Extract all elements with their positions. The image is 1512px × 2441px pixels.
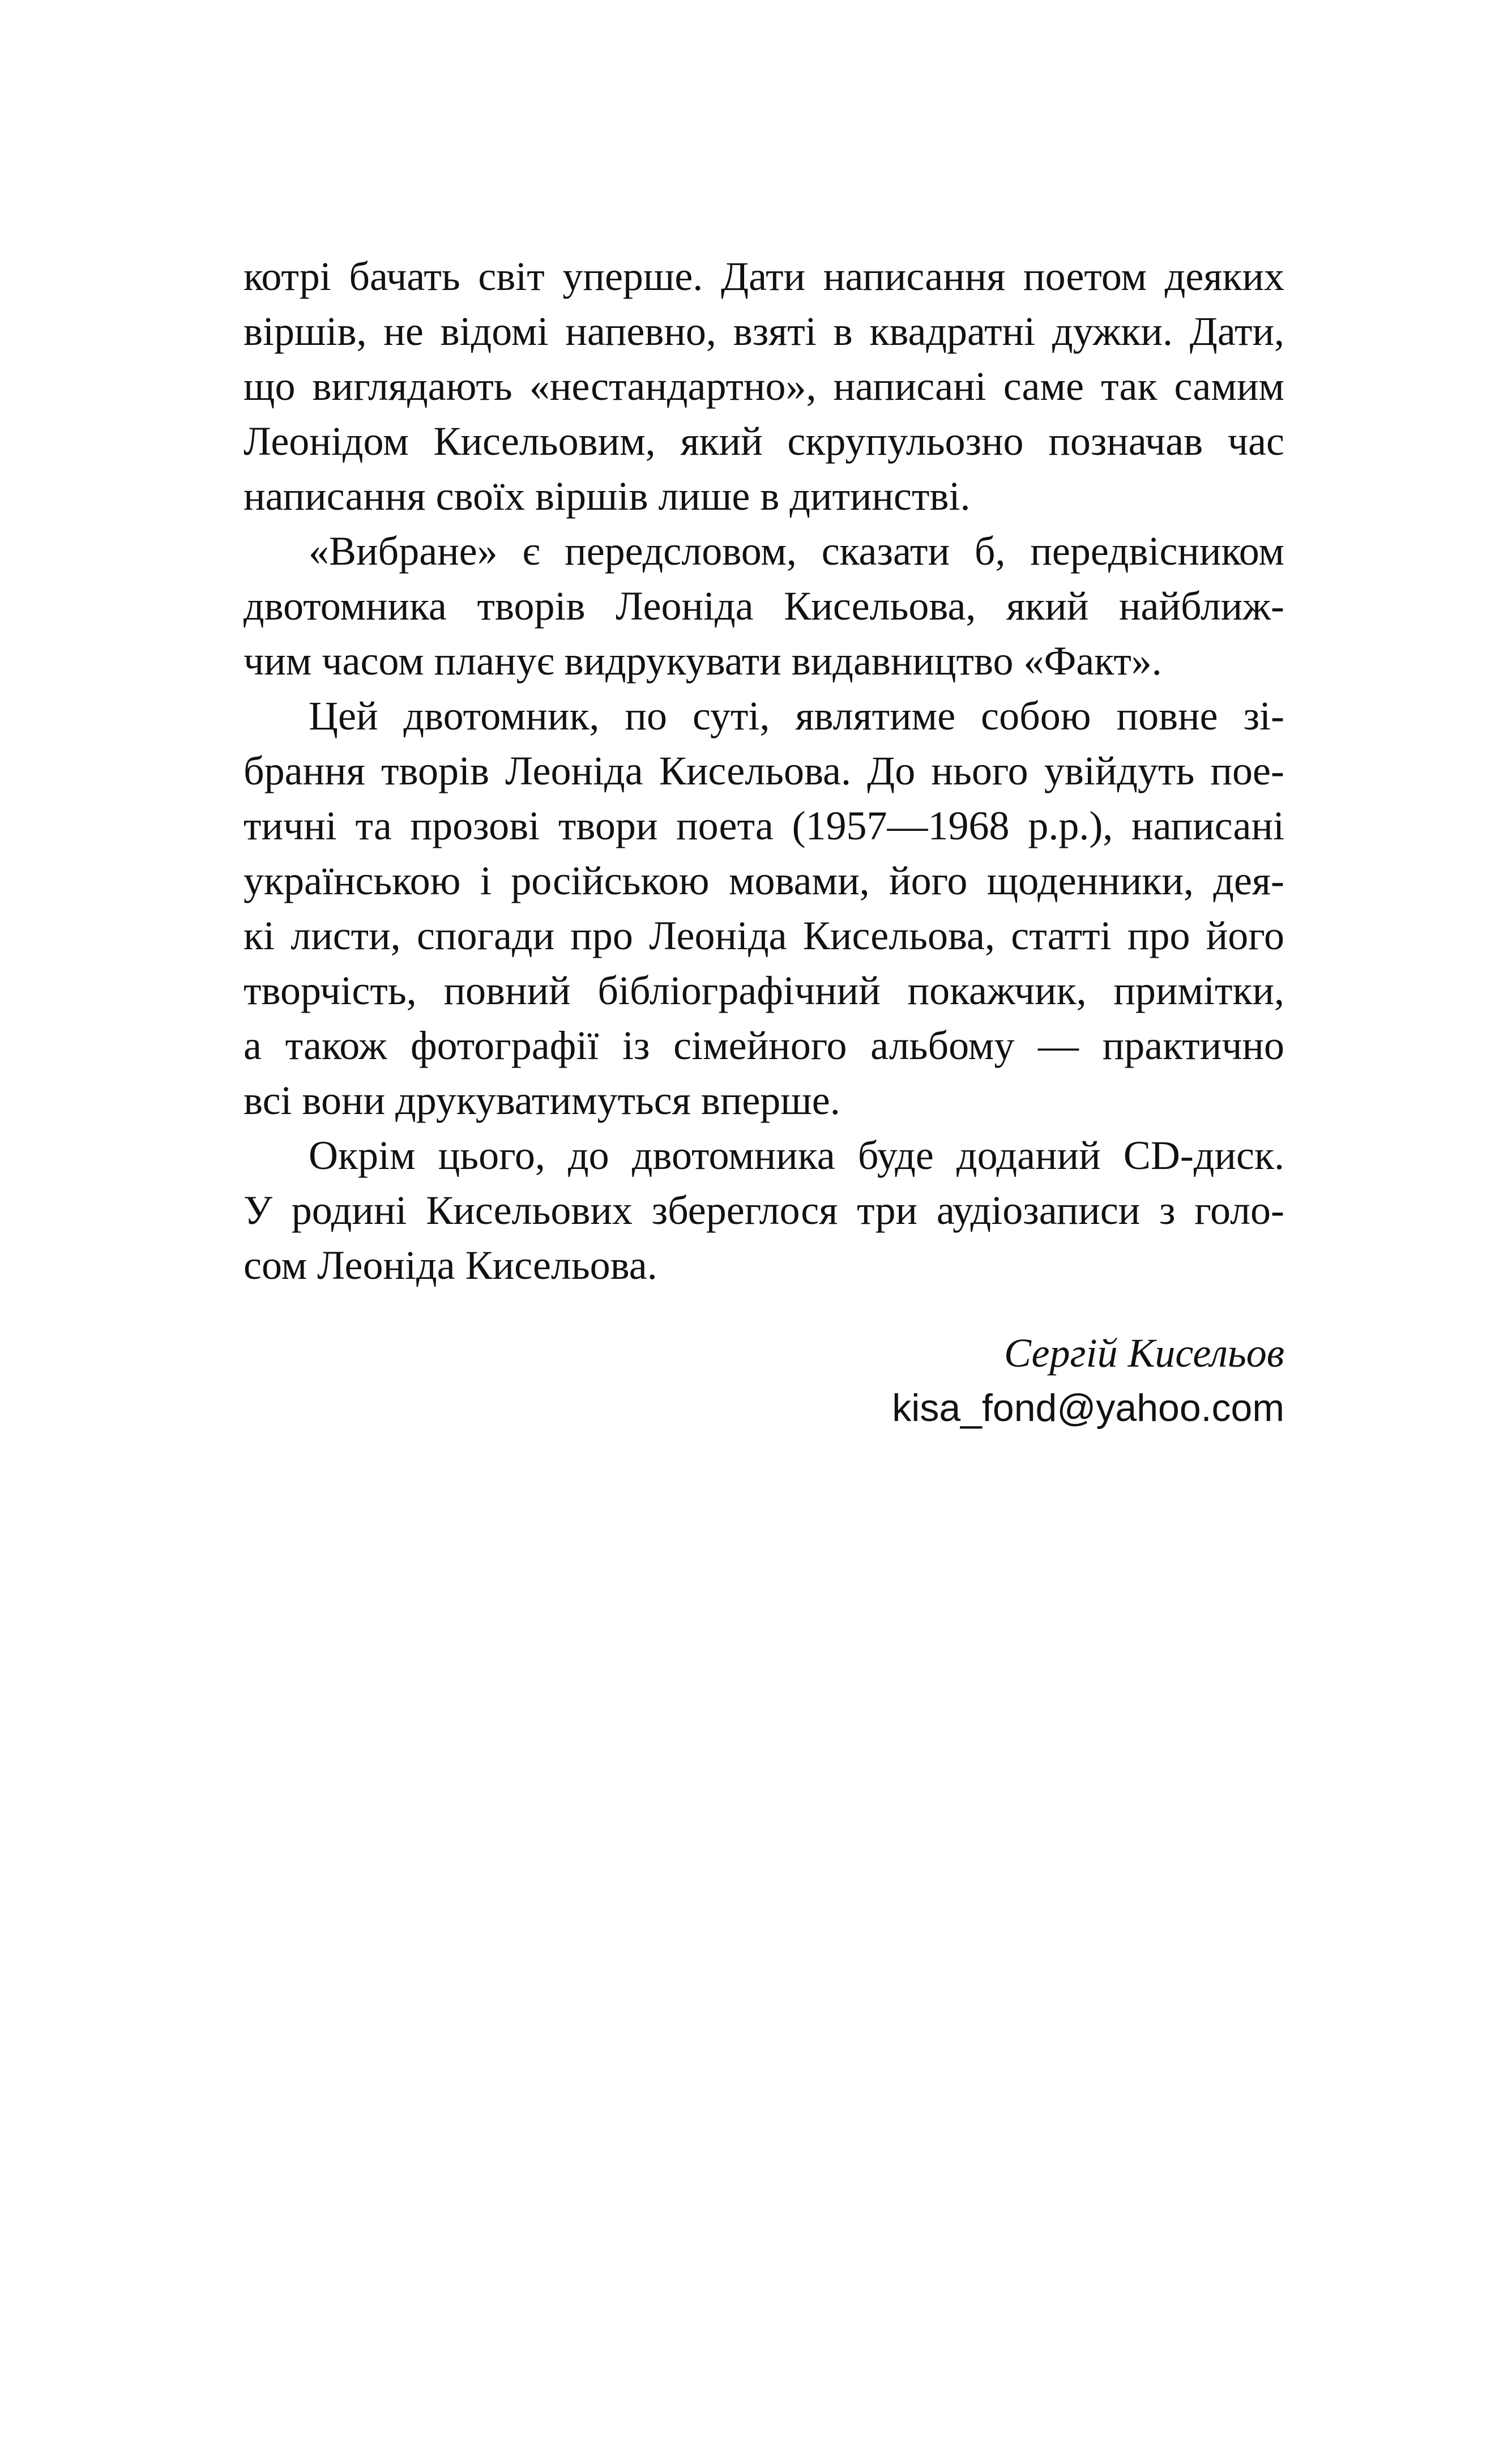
text-line: Цей двотомник, по суті, являтиме собою повне зі-: [309, 693, 1284, 739]
text-line: двотомника творів Леоніда Кисельова, який найближ-: [244, 583, 1284, 629]
paragraph-4: [244, 1128, 1284, 1293]
signature-block: [244, 1326, 1284, 1436]
page-body: [244, 249, 1284, 1436]
text-line: кі листи, спогади про Леоніда Кисельова, статті про його: [244, 913, 1284, 958]
text-line: брання творів Леоніда Кисельова. До нього увійдуть поe-: [244, 748, 1284, 793]
text-line: тичні та прозові твори поета (1957—1968 р.р.), написані: [244, 803, 1284, 848]
text-line: котрі бачать світ уперше. Дати написання поетом деяких: [244, 254, 1284, 299]
author-name: Сергій Кисельов: [1004, 1330, 1284, 1376]
text-line: всі вони друкуватимуться вперше.: [244, 1078, 840, 1123]
text-line: У родині Кисельових збереглося три аудіозаписи з голо-: [244, 1188, 1284, 1233]
text-line: Леонідом Кисельовим, який скрупульозно позначав час: [244, 419, 1284, 464]
text-line: чим часом планує видрукувати видавництво «Факт».: [244, 638, 1162, 684]
text-line: Окрім цього, до двотомника буде доданий CD-диск.: [309, 1133, 1284, 1178]
paragraph-2: [244, 524, 1284, 689]
text-line: написання своїх віршів лише в дитинстві.: [244, 473, 971, 519]
text-line: українською і російською мовами, його щоденники, дея-: [244, 858, 1284, 903]
text-line: віршів, не відомі напевно, взяті в квадратні дужки. Дати,: [244, 309, 1284, 354]
text-line: творчість, повний бібліографічний покажчик, примітки,: [244, 968, 1284, 1013]
text-line: що виглядають «нестандартно», написані саме так самим: [244, 364, 1284, 409]
text-line: сом Леоніда Кисельова.: [244, 1243, 657, 1288]
paragraph-3: [244, 689, 1284, 1128]
author-email: kisa_fond@yahoo.com: [892, 1386, 1284, 1429]
paragraph-1: [244, 249, 1284, 524]
text-line: «Вибране» є передсловом, сказати б, передвісником: [309, 528, 1284, 574]
text-line: а також фотографії із сімейного альбому — практично: [244, 1023, 1284, 1068]
